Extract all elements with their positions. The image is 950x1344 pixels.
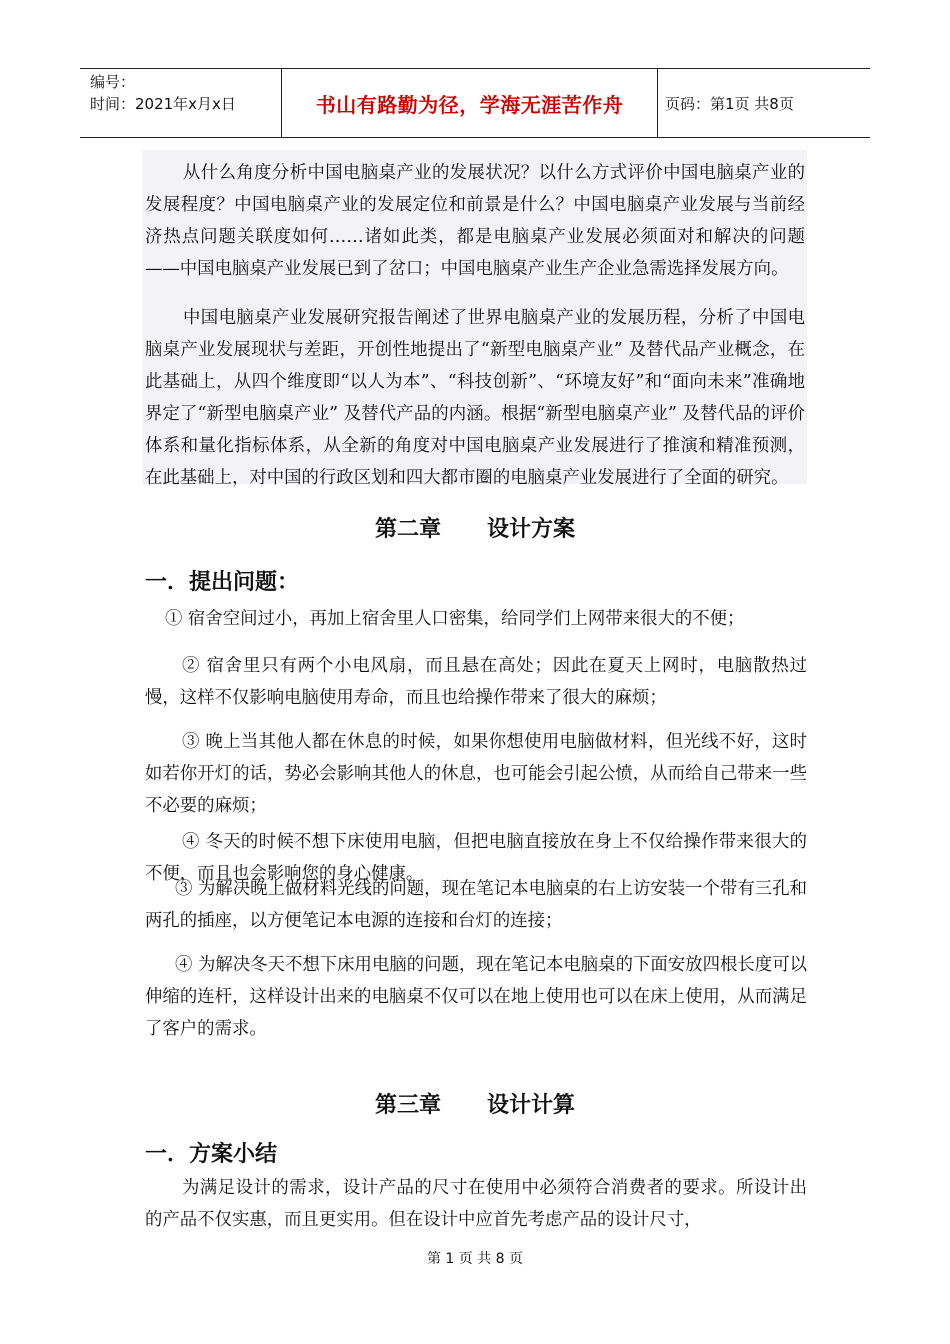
chapter-2-title: 第二章 设计方案: [375, 517, 575, 542]
chapter-3-paragraph-1: 为满足设计的需求，设计产品的尺寸在使用中必须符合消费者的要求。所设计出的产品不仅实惠，而且更实用。但在设计中应首先考虑产品的设计尺寸，: [145, 1178, 807, 1230]
intro-paragraph-1: 从什么角度分析中国电脑桌产业的发展状况？以什么方式评价中国电脑桌产业的发展程度？中国电脑桌产业的发展定位和前景是什么？中国电脑桌产业发展与当前经济热点问题关联度如何……诸如此类，都是电脑桌产业发展必须面对和解决的问题——中国电脑桌产业发展已到了岔口；中国电脑桌产业生产企业急需选择发展方向。: [145, 163, 805, 279]
document-number-label: 编号：: [90, 73, 136, 91]
problem-item-4: ④ 冬天的时候不想下床使用电脑，但把电脑直接放在身上不仅给操作带来很大的不便，而且也会影响您的身心健康。: [145, 832, 807, 884]
solution-item-2: ④ 为解决冬天不想下床用电脑的问题，现在笔记本电脑桌的下面安放四根长度可以伸缩的连杆，这样设计出来的电脑桌不仅可以在地上使用也可以在床上使用，从而满足了客户的需求。: [145, 955, 807, 1039]
problem-item-2: ② 宿舍里只有两个小电风扇，而且悬在高处；因此在夏天上网时，电脑散热过慢，这样不仅影响电脑使用寿命，而且也给操作带来了很大的麻烦；: [145, 656, 807, 708]
document-date-label: 时间：2021年x月x日: [90, 95, 236, 113]
header-meta: [80, 69, 282, 137]
header-motto: 书山有路勤为径，学海无涯苦作舟: [282, 69, 658, 137]
chapter-3-title: 第三章 设计计算: [375, 1093, 575, 1118]
page-header: [80, 68, 870, 138]
header-page-info: 页码：第1页 共8页: [665, 94, 794, 113]
chapter-3-section-1-heading: 一．方案小结: [145, 1142, 278, 1167]
problem-item-1: ① 宿舍空间过小，再加上宿舍里人口密集，给同学们上网带来很大的不便；: [165, 609, 745, 629]
problem-item-3: ③ 晚上当其他人都在休息的时候，如果你想使用电脑做材料，但光线不好，这时如若你开灯的话，势必会影响其他人的休息，也可能会引起公愤，从而给自己带来一些不必要的麻烦；: [145, 732, 807, 816]
solution-item-1: ③ 为解决晚上做材料光线的问题，现在笔记本电脑桌的右上访安装一个带有三孔和两孔的插座，以方便笔记本电源的连接和台灯的连接；: [145, 879, 807, 931]
page-footer: 第 1 页 共 8 页: [426, 1251, 524, 1267]
chapter-2-section-1-heading: 一．提出问题：: [145, 570, 300, 595]
intro-paragraph-2: 中国电脑桌产业发展研究报告阐述了世界电脑桌产业的发展历程，分析了中国电脑桌产业发展现状与差距，开创性地提出了“新型电脑桌产业” 及替代品产业概念，在此基础上，从四个维度即“以人为本”、“科技创新”、“环境友好”和“面向未来”准确地界定了“新型电脑桌产业” 及替代产品的内涵。根据“新型电脑桌产业” 及替代品的评价体系和量化指标体系，从全新的角度对中国电脑桌产业发展进行了推演和精准预测，在此基础上，对中国的行政区划和四大都市圈的电脑桌产业发展进行了全面的研究。: [145, 308, 805, 488]
